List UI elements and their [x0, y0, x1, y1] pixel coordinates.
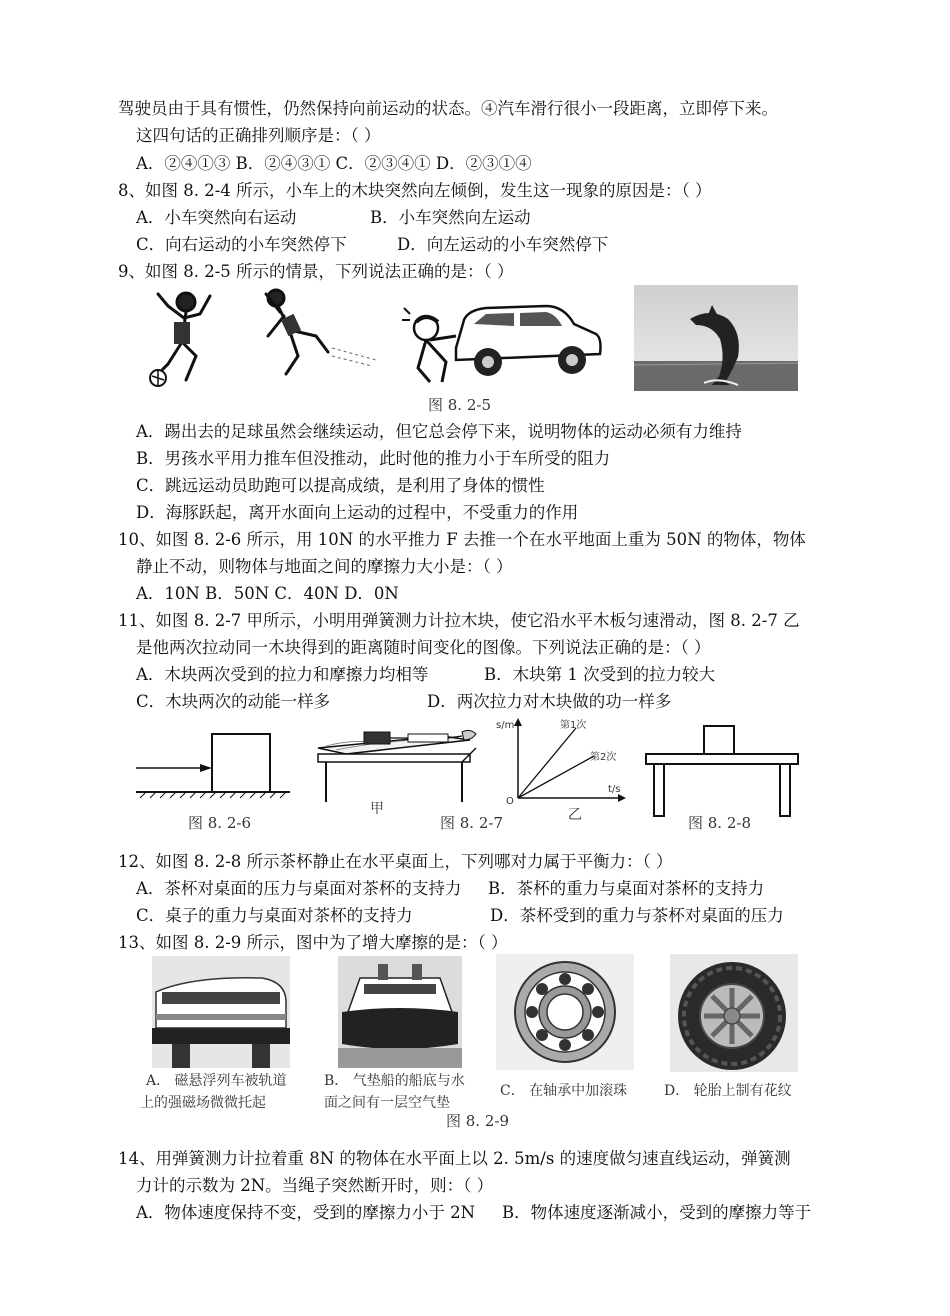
q10-line2: 静止不动，则物体与地面之间的摩擦力大小是：（ ）	[136, 557, 513, 576]
soccer-player-image	[138, 284, 228, 392]
graph-y-label: s/m	[496, 720, 515, 731]
q9-option-a: A．踢出去的足球虽然会继续运动，但它总会停下来，说明物体的运动必须有力维持	[136, 422, 742, 441]
hovercraft-image	[338, 956, 462, 1068]
q12-option-b: B．茶杯的重力与桌面对茶杯的支持力	[488, 879, 765, 898]
figure-caption-8-2-7: 图 8. 2-7	[440, 814, 504, 832]
q10-options: A．10N B．50N C．40N D．0N	[136, 584, 399, 603]
q12-option-a: A．茶杯对桌面的压力与桌面对茶杯的支持力	[136, 879, 462, 898]
label-yi: 乙	[568, 807, 582, 823]
tire-image	[670, 954, 798, 1072]
figure-8-2-8-drawing	[642, 722, 802, 818]
q7-line2: 这四句话的正确排列顺序是：（ ）	[136, 126, 381, 145]
q13-stem: 13、如图 8. 2-9 所示，图中为了增大摩擦的是：（ ）	[118, 933, 508, 952]
q11-option-d: D．两次拉力对木块做的功一样多	[427, 692, 672, 711]
q9-option-b: B．男孩水平用力推车但没推动，此时他的推力小于车所受的阻力	[136, 449, 611, 468]
q13-caption-c: C． 在轴承中加滚珠	[500, 1083, 628, 1099]
boy-pushing-car-image	[396, 290, 606, 390]
q7-options: A．②④①③ B．②④③① C．②③④① D．②③①④	[136, 154, 532, 173]
label-jia: 甲	[370, 801, 384, 817]
figure-caption-8-2-8: 图 8. 2-8	[688, 814, 752, 832]
q8-stem: 8、如图 8. 2-4 所示，小车上的木块突然向左倾倒，发生这一现象的原因是：（ ）	[118, 181, 712, 200]
q9-option-d: D．海豚跃起，离开水面向上运动的过程中，不受重力的作用	[136, 503, 579, 522]
q8-option-a: A．小车突然向右运动	[136, 208, 297, 227]
q9-option-c: C．跳远运动员助跑可以提高成绩，是利用了身体的惯性	[136, 476, 545, 495]
distance-time-graph	[494, 714, 630, 806]
graph-origin-label: O	[506, 796, 514, 806]
q11-line1: 11、如图 8. 2-7 甲所示，小明用弹簧测力计拉木块，使它沿水平木板匀速滑动，图 8. 2-7 乙	[118, 611, 800, 630]
q13-caption-d: D． 轮胎上制有花纹	[664, 1083, 792, 1099]
q12-stem: 12、如图 8. 2-8 所示茶杯静止在水平桌面上，下列哪对力属于平衡力：（ ）	[118, 852, 673, 871]
q14-option-a: A．物体速度保持不变，受到的摩擦力小于 2N	[136, 1203, 476, 1222]
q9-stem: 9、如图 8. 2-5 所示的情景，下列说法正确的是：（ ）	[118, 262, 514, 281]
q11-line2: 是他两次拉动同一木块得到的距离随时间变化的图像。下列说法正确的是：（ ）	[136, 638, 711, 657]
q11-option-a: A．木块两次受到的拉力和摩擦力均相等	[136, 665, 429, 684]
graph-series-1-label: 第1次	[560, 720, 587, 731]
q11-option-b: B．木块第 1 次受到的拉力较大	[484, 665, 716, 684]
q7-line1: 驾驶员由于具有惯性，仍然保持向前运动的状态。④汽车滑行很小一段距离，立即停下来。	[118, 99, 778, 118]
q13-caption-a-line1: A． 磁悬浮列车被轨道	[146, 1073, 287, 1089]
figure-caption-8-2-9: 图 8. 2-9	[446, 1112, 510, 1130]
figure-caption-8-2-5: 图 8. 2-5	[428, 396, 492, 414]
q14-option-b: B．物体速度逐渐减小，受到的摩擦力等于	[502, 1203, 812, 1222]
q12-option-d: D．茶杯受到的重力与茶杯对桌面的压力	[490, 906, 784, 925]
ball-bearing-image	[496, 954, 634, 1070]
q8-option-d: D．向左运动的小车突然停下	[397, 235, 609, 254]
q13-caption-b-line1: B． 气垫船的船底与水	[324, 1073, 465, 1089]
q10-line1: 10、如图 8. 2-6 所示，用 10N 的水平推力 F 去推一个在水平地面上重为 50N 的物体，物体	[118, 530, 806, 549]
figure-caption-8-2-6: 图 8. 2-6	[188, 814, 252, 832]
figure-8-2-7-jia-drawing	[316, 718, 484, 808]
q13-caption-b-line2: 面之间有一层空气垫	[324, 1095, 450, 1111]
q14-line2: 力计的示数为 2N。当绳子突然断开时，则：（ ）	[136, 1176, 494, 1195]
q8-option-b: B．小车突然向左运动	[370, 208, 531, 227]
maglev-train-image	[152, 956, 290, 1068]
q12-option-c: C．桌子的重力与桌面对茶杯的支持力	[136, 906, 413, 925]
q11-option-c: C．木块两次的动能一样多	[136, 692, 331, 711]
q8-option-c: C．向右运动的小车突然停下	[136, 235, 347, 254]
figure-8-2-6-drawing	[134, 728, 294, 800]
graph-series-2-label: 第2次	[590, 752, 617, 763]
q13-caption-a-line2: 上的强磁场微微托起	[140, 1095, 266, 1111]
q14-line1: 14、用弹簧测力计拉着重 8N 的物体在水平面上以 2. 5m/s 的速度做匀速直线运动，弹簧测	[118, 1149, 791, 1168]
long-jumper-image	[246, 286, 386, 386]
dolphin-image	[634, 285, 798, 391]
graph-x-label: t/s	[608, 784, 621, 795]
